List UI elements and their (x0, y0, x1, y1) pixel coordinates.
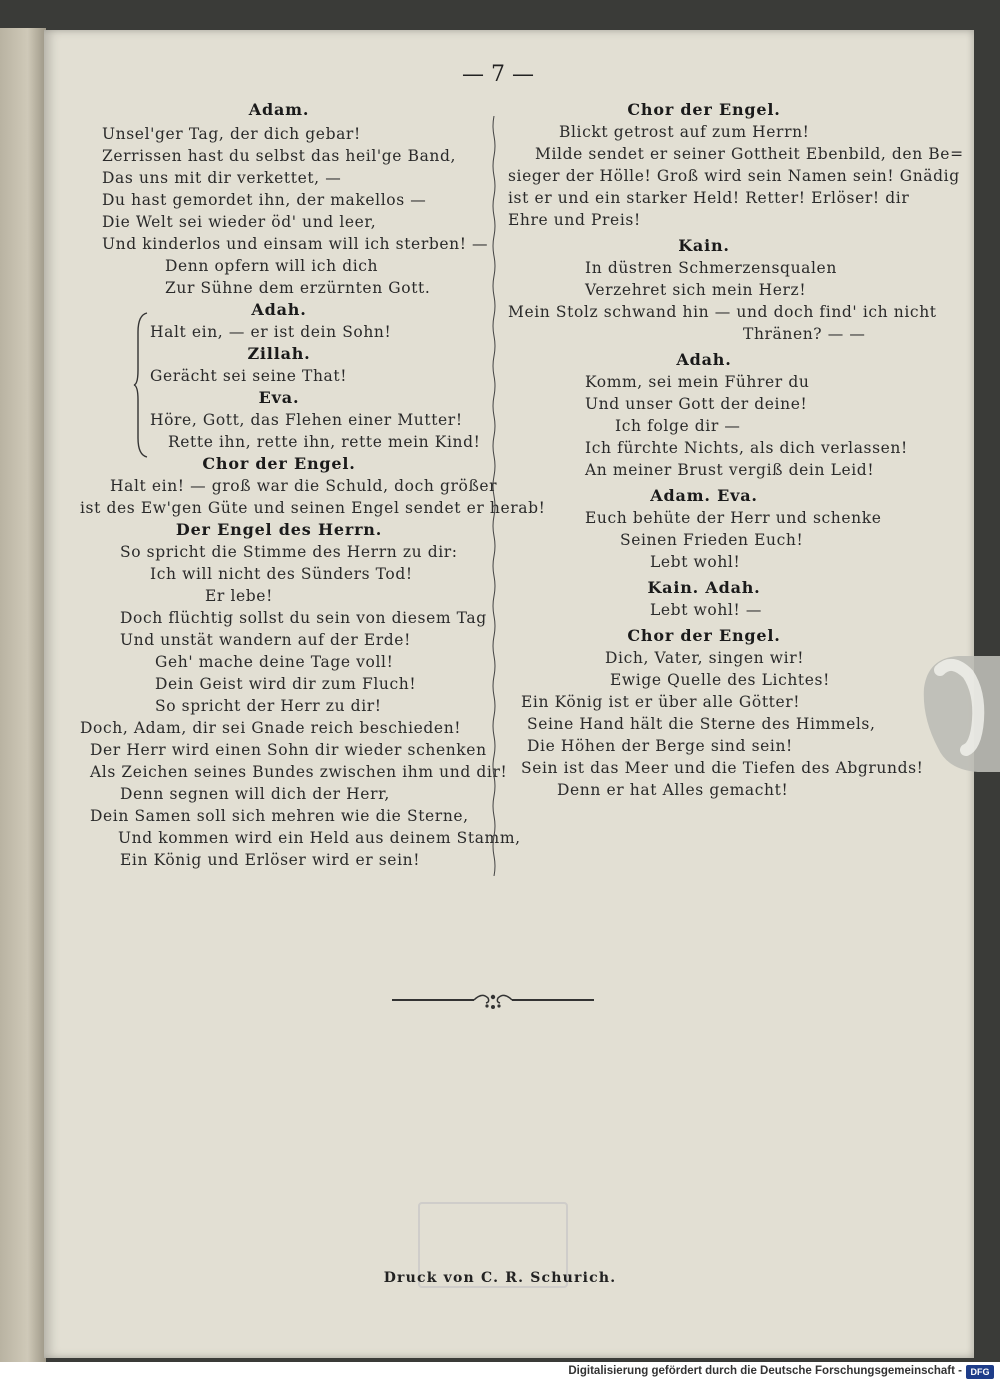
verse-line: Und kinderlos und einsam will ich sterben! — (102, 235, 489, 253)
verse-line: Milde sendet er seiner Gottheit Ebenbild, den Be= (535, 145, 964, 163)
printer-imprint: Druck von C. R. Schurich. (383, 1270, 617, 1286)
speaker-heading: Eva. (258, 388, 300, 407)
verse-line: Komm, sei mein Führer du (585, 373, 810, 391)
verse-line: Halt ein, — er ist dein Sohn! (150, 323, 392, 341)
verse-line: So spricht die Stimme des Herrn zu dir: (120, 543, 458, 561)
verse-line: Seinen Frieden Euch! (620, 531, 804, 549)
verse-line: Ich fürchte Nichts, als dich verlassen! (585, 439, 908, 457)
verse-line: Ich folge dir — (615, 417, 741, 435)
verse-line: So spricht der Herr zu dir! (155, 697, 382, 715)
verse-line: Höre, Gott, das Flehen einer Mutter! (150, 411, 463, 429)
verse-line: Lebt wohl! (650, 553, 741, 571)
verse-line: Die Höhen der Berge sind sein! (527, 737, 793, 755)
verse-line: Das uns mit dir verkettet, — (102, 169, 342, 187)
footer-bar (0, 1362, 1000, 1383)
speaker-heading: Kain. (678, 236, 730, 255)
verse-line: Als Zeichen seines Bundes zwischen ihm und dir! (90, 763, 508, 781)
verse-line: Ewige Quelle des Lichtes! (610, 671, 830, 689)
verse-line: Ich will nicht des Sünders Tod! (150, 565, 413, 583)
speaker-heading: Chor der Engel. (627, 100, 781, 119)
ornament-divider-icon (390, 988, 596, 1016)
verse-line: Geh' mache deine Tage voll! (155, 653, 394, 671)
verse-line: Du hast gemordet ihn, der makellos — (102, 191, 427, 209)
verse-line: Thränen? — — (743, 325, 866, 343)
verse-line: Dein Geist wird dir zum Fluch! (155, 675, 417, 693)
verse-line: Und unser Gott der deine! (585, 395, 808, 413)
verse-line: Ein König ist er über alle Götter! (521, 693, 801, 711)
verse-line: Verzehret sich mein Herz! (585, 281, 807, 299)
speaker-heading: Kain. Adah. (647, 578, 761, 597)
verse-line: Die Welt sei wieder öd' und leer, (102, 213, 377, 231)
verse-line: Zur Sühne dem erzürnten Gott. (165, 279, 431, 297)
verse-line: ist er und ein starker Held! Retter! Erlöser! dir (508, 189, 910, 207)
verse-line: Dein Samen soll sich mehren wie die Sterne, (90, 807, 469, 825)
speaker-heading: Adah. (676, 350, 732, 369)
speaker-heading: Chor der Engel. (627, 626, 781, 645)
verse-line: Euch behüte der Herr und schenke (585, 509, 882, 527)
previous-page-edge (0, 28, 46, 1368)
verse-line: Denn segnen will dich der Herr, (120, 785, 390, 803)
speaker-heading: Adah. (251, 300, 307, 319)
page-clip-icon (918, 648, 1000, 776)
verse-line: Gerächt sei seine That! (150, 367, 348, 385)
verse-line: Dich, Vater, singen wir! (605, 649, 805, 667)
page-number: — 7 — (462, 62, 534, 87)
verse-line: Mein Stolz schwand hin — und doch find' ich nicht (508, 303, 937, 321)
verse-line: Unsel'ger Tag, der dich gebar! (102, 125, 361, 143)
verse-line: Zerrissen hast du selbst das heil'ge Band, (102, 147, 457, 165)
verse-line: Und unstät wandern auf der Erde! (120, 631, 411, 649)
verse-line: Ehre und Preis! (508, 211, 641, 229)
verse-line: Der Herr wird einen Sohn dir wieder schenken (90, 741, 487, 759)
speaker-heading: Zillah. (247, 344, 311, 363)
verse-line: Lebt wohl! — (650, 601, 762, 619)
verse-line: Ein König und Erlöser wird er sein! (120, 851, 421, 869)
verse-line: Doch flüchtig sollst du sein von diesem Tag (120, 609, 487, 627)
verse-line: In düstren Schmerzensqualen (585, 259, 837, 277)
funding-notice: Digitalisierung gefördert durch die Deutsche Forschungsgemeinschaft - (568, 1365, 962, 1377)
verse-line: Denn er hat Alles gemacht! (557, 781, 789, 799)
verse-line: ist des Ew'gen Güte und seinen Engel sendet er herab! (80, 499, 546, 517)
verse-line: Rette ihn, rette ihn, rette mein Kind! (168, 433, 481, 451)
verse-line: Er lebe! (205, 587, 273, 605)
verse-line: Doch, Adam, dir sei Gnade reich beschieden! (80, 719, 462, 737)
verse-line: Und kommen wird ein Held aus deinem Stamm, (118, 829, 521, 847)
speaker-heading: Der Engel des Herrn. (175, 520, 383, 539)
verse-line: Denn opfern will ich dich (165, 257, 379, 275)
verse-line: Seine Hand hält die Sterne des Himmels, (527, 715, 876, 733)
column-divider (491, 116, 497, 876)
speaker-heading: Chor der Engel. (202, 454, 356, 473)
brace-icon (133, 312, 149, 458)
dfg-logo: DFG (966, 1365, 994, 1379)
verse-line: Sein ist das Meer und die Tiefen des Abgrunds! (521, 759, 924, 777)
verse-line: Halt ein! — groß war die Schuld, doch größer (110, 477, 498, 495)
speaker-heading: Adam. Eva. (650, 486, 758, 505)
verse-line: sieger der Hölle! Groß wird sein Namen sein! Gnädig (508, 167, 960, 185)
speaker-heading: Adam. (248, 100, 310, 119)
verse-line: Blickt getrost auf zum Herrn! (559, 123, 810, 141)
verse-line: An meiner Brust vergiß dein Leid! (585, 461, 875, 479)
